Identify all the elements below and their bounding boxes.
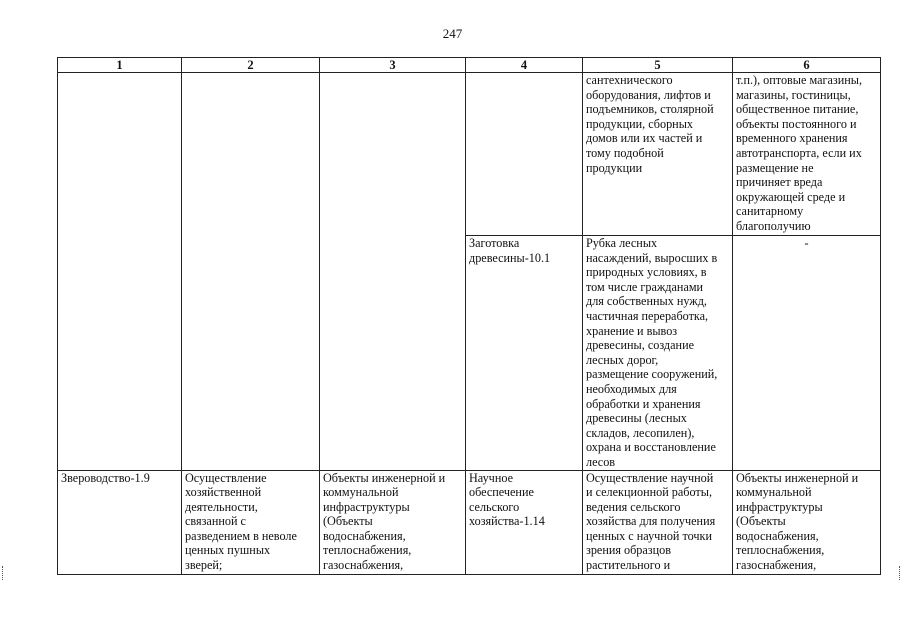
table-cell-c6: т.п.), оптовые магазины, магазины, гостиницы, общественное питание, объекты постоянного и временного хранения автотранспорта, если их размещение не причиняет вреда окружающей среде и санитарному благополучию: [733, 73, 881, 236]
table-cell-c5: сантехнического оборудования, лифтов и подъемников, столярной продукции, сборных домов или их частей и тому подобной продукции: [583, 73, 733, 236]
table-cell-c5: Осуществление научной и селекционной работы, ведения сельского хозяйства для получения ценных с научной точки зрения образцов растительного и: [583, 470, 733, 574]
table-cell-c4: [466, 73, 583, 236]
header-col-2: 2: [182, 58, 320, 73]
table-cell-c1: [58, 73, 182, 471]
page-number: 247: [442, 26, 463, 41]
table-row: [58, 73, 881, 236]
header-col-1: 1: [58, 58, 182, 73]
table-cell-c3: Объекты инженерной и коммунальной инфраструктуры (Объекты водоснабжения, теплоснабжения, газоснабжения,: [320, 470, 466, 574]
header-col-5: 5: [583, 58, 733, 73]
table-cell-c3: [320, 73, 466, 471]
table-cell-c4: Научное обеспечение сельского хозяйства-1.14: [466, 470, 583, 574]
table-cell-c2: Осуществление хозяйственной деятельности, связанной с разведением в неволе ценных пушных зверей;: [182, 470, 320, 574]
table-cell-c1: Звероводство-1.9: [58, 470, 182, 574]
table-cell-c5: Рубка лесных насаждений, выросших в природных условиях, в том числе гражданами для собственных нужд, частичная переработка, хранение и вывоз древесины, создание лесных дорог, размещение сооружений, необходимых для обработки и хранения древесины (лесных складов, лесопилен), охрана и восстановление лесов: [583, 236, 733, 471]
header-col-4: 4: [466, 58, 583, 73]
table-cell-c2: [182, 73, 320, 471]
table-row: [58, 470, 881, 574]
document-table: [57, 57, 881, 575]
table-cell-c4: Заготовка древесины-10.1: [466, 236, 583, 471]
scan-edge-mark-right: [899, 566, 903, 580]
header-row: [58, 58, 881, 73]
scan-edge-mark-left: [2, 566, 6, 580]
table-cell-c6: -: [733, 236, 881, 471]
table-cell-c6: Объекты инженерной и коммунальной инфраструктуры (Объекты водоснабжения, теплоснабжения, газоснабжения,: [733, 470, 881, 574]
header-col-3: 3: [320, 58, 466, 73]
header-col-6: 6: [733, 58, 881, 73]
